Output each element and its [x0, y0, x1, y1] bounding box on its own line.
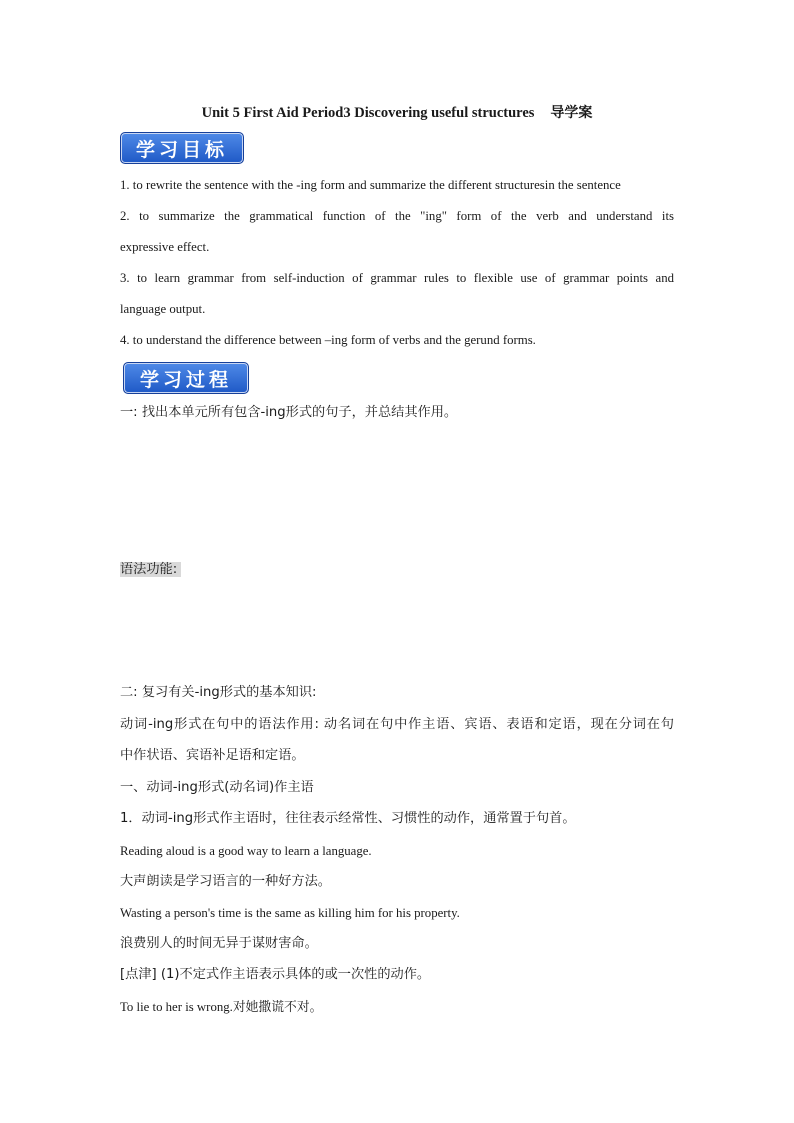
title-chinese: 导学案: [550, 105, 593, 121]
example-1-english: Reading aloud is a good way to learn a language.: [120, 844, 372, 858]
example-1-chinese: 大声朗读是学习语言的一种好方法。: [120, 874, 331, 889]
section-two-intro-line1: 动词-ing形式在句中的语法作用: 动名词在句中作主语、宾语、表语和定语，现在分词在句: [120, 717, 674, 732]
section-two-heading: 二: 复习有关-ing形式的基本知识:: [120, 685, 317, 700]
objective-3: 3. to learn grammar from self-induction of grammar rules to flexible use of grammar points and: [120, 271, 674, 285]
learning-objectives-badge: 学习目标: [120, 132, 244, 164]
section-two-intro-line2: 中作状语、宾语补足语和定语。: [120, 748, 305, 763]
objective-1: 1. to rewrite the sentence with the -ing form and summarize the different structuresin the sentence: [120, 178, 621, 192]
objective-2-continued: expressive effect.: [120, 240, 210, 254]
note-infinitive-subject: [点津] (1)不定式作主语表示具体的或一次性的动作。: [120, 967, 431, 982]
point-1: 1．动词-ing形式作主语时，往往表示经常性、习惯性的动作，通常置于句首。: [120, 811, 576, 826]
objective-2: 2. to summarize the grammatical function of the "ing" form of the verb and understand its: [120, 209, 674, 223]
title-english: Unit 5 First Aid Period3 Discovering useful structures: [201, 105, 535, 121]
example-2-english: Wasting a person's time is the same as killing him for his property.: [120, 906, 460, 920]
section-one-heading: 一: 找出本单元所有包含-ing形式的句子，并总结其作用。: [120, 405, 458, 420]
example-3: To lie to her is wrong.对她撒谎不对。: [120, 1000, 323, 1014]
example-2-chinese: 浪费别人的时间无异于谋财害命。: [120, 936, 318, 951]
learning-process-badge: 学习过程: [123, 362, 249, 394]
objective-3-continued: language output.: [120, 302, 206, 316]
subsection-gerund-subject: 一、动词-ing形式(动名词)作主语: [120, 780, 314, 795]
objective-4: 4. to understand the difference between –ing form of verbs and the gerund forms.: [120, 333, 536, 347]
grammar-function-label: 语法功能:: [120, 560, 674, 580]
document-title: [0, 102, 794, 122]
